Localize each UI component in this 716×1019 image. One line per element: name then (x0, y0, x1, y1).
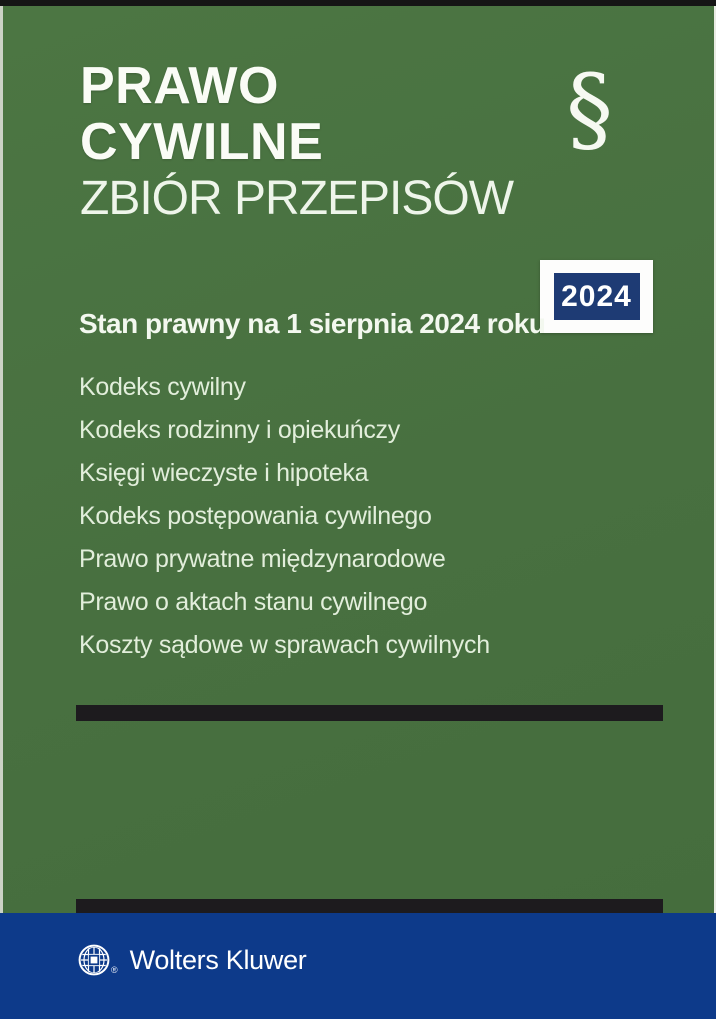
list-item: Prawo prywatne międzynarodowe (79, 545, 446, 573)
cover-top-edge (0, 0, 716, 6)
paragraph-symbol-icon: § (566, 55, 613, 164)
contents-list (79, 366, 490, 667)
title-line-1: PRAWO (80, 57, 279, 115)
list-item: Kodeks rodzinny i opiekuńczy (79, 416, 400, 444)
divider-bar-top (76, 705, 663, 721)
list-item: Koszty sądowe w sprawach cywilnych (79, 631, 490, 659)
cover-left-edge (0, 6, 3, 913)
book-title (80, 58, 513, 228)
subtitle: ZBIÓR PRZEPISÓW (80, 172, 514, 225)
list-item: Kodeks postępowania cywilnego (79, 502, 432, 530)
legal-status-line: Stan prawny na 1 sierpnia 2024 roku (79, 308, 546, 339)
publisher-footer (0, 913, 716, 1019)
title-line-2: CYWILNE (80, 113, 324, 171)
publisher-name: Wolters Kluwer (129, 944, 307, 975)
list-item: Kodeks cywilny (79, 373, 246, 401)
list-item: Księgi wieczyste i hipoteka (79, 459, 369, 487)
wolters-kluwer-globe-grid-icon (78, 944, 110, 976)
year-badge-value: 2024 (554, 273, 640, 320)
year-badge (540, 260, 653, 333)
registered-trademark: ® (111, 965, 118, 975)
wolters-kluwer-logo (78, 944, 307, 976)
list-item: Prawo o aktach stanu cywilnego (79, 588, 428, 616)
